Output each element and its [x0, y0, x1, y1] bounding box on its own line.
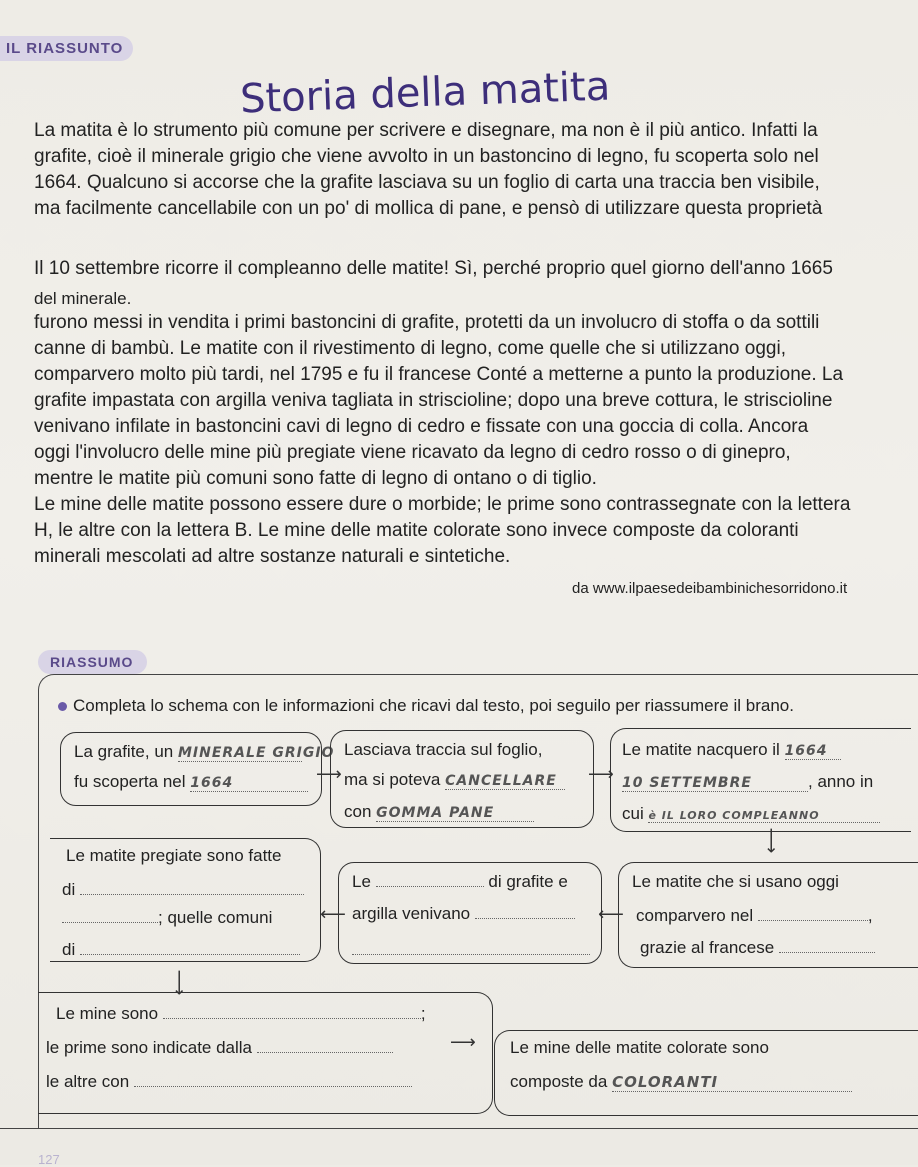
text-line: canne di bambù. Le matite con il rivestimento di legno, come quelle che si utilizzano oggi, [34, 338, 786, 359]
label: grazie al francese [640, 938, 775, 957]
arrow-down-icon: ⟶ [761, 827, 782, 854]
box2-line2 [344, 770, 565, 790]
label: argilla venivano [352, 904, 471, 923]
label: La grafite, un [74, 742, 174, 761]
box5-line1 [352, 872, 568, 892]
box2-line3 [344, 802, 534, 822]
box4-line2 [62, 880, 304, 900]
box2-line1: Lasciava traccia sul foglio, [344, 740, 543, 759]
box5-line3 [352, 940, 590, 960]
answer-field[interactable]: 1664 [785, 743, 841, 760]
label: le prime sono indicate dalla [46, 1038, 253, 1057]
box6-line2 [636, 906, 873, 926]
box7-line2 [46, 1038, 393, 1058]
text-line: grafite impastata con argilla veniva tagliata in striscioline; dopo una breve cottura, le striscioline [34, 390, 833, 411]
answer-field[interactable]: MINERALE GRIGIO [177, 745, 335, 761]
text-line: La matita è lo strumento più comune per scrivere e disegnare, ma non è il più antico. Infatti la [34, 120, 818, 141]
label: Le [352, 872, 371, 891]
box1-line1 [74, 742, 335, 762]
box3-line3 [622, 804, 880, 824]
box6-line1: Le matite che si usano oggi [632, 872, 839, 891]
label: di [62, 940, 76, 959]
label: di grafite e [488, 872, 568, 891]
label: ma si poteva [344, 770, 441, 789]
label: di [62, 880, 76, 899]
text-line: oggi l'involucro delle mine più pregiate viene ricavato da legno di cedro rosso o di ginepro, [34, 442, 791, 463]
arrow-left-icon: ⟵ [598, 904, 624, 924]
answer-field[interactable]: è IL LORO COMPLEANNO [648, 809, 880, 823]
page-number: 127 [38, 1152, 60, 1167]
box3-line2 [622, 772, 873, 792]
source-credit: da www.ilpaesedeibambinichesorridono.it [572, 580, 848, 597]
text-line: comparvero molto più tardi, nel 1795 e fu il francese Conté a metterne a punto la produzione. La [34, 364, 844, 385]
label: composte da [510, 1072, 608, 1091]
section-tag: IL RIASSUNTO [0, 36, 133, 61]
answer-field[interactable] [80, 954, 300, 955]
label: le altre con [46, 1072, 130, 1091]
text-line: minerali mescolati ad altre sostanze naturali e sintetiche. [34, 546, 511, 567]
instruction-text: Completa lo schema con le informazioni che ricavi dal testo, poi seguilo per riassumere il brano. [73, 696, 794, 715]
answer-field[interactable]: 1664 [190, 775, 308, 792]
text-line: H, le altre con la lettera B. Le mine delle matite colorate sono invece composte da coloranti [34, 520, 799, 541]
box4-line1: Le matite pregiate sono fatte [66, 846, 282, 865]
arrow-right-icon: ⟶ [588, 764, 614, 784]
label: con [344, 802, 372, 821]
label: comparvero nel [636, 906, 754, 925]
arrow-left-icon: ⟵ [320, 904, 346, 924]
label: , anno in [808, 772, 874, 791]
answer-field[interactable] [62, 922, 158, 923]
label: , [867, 906, 873, 925]
answer-field[interactable]: CANCELLARE [445, 773, 565, 790]
box4-line4 [62, 940, 300, 960]
box7-line3 [46, 1072, 412, 1092]
answer-field[interactable] [80, 894, 304, 895]
page-divider [0, 1128, 918, 1129]
answer-field[interactable] [376, 886, 484, 887]
answer-field[interactable] [758, 920, 868, 921]
text-line: venivano infilate in bastoncini cavi di legno di cedro e fissate con una goccia di colla. Ancora [34, 416, 809, 437]
bullet-icon [58, 702, 67, 711]
label: Le mine sono [56, 1004, 159, 1023]
answer-field[interactable]: COLORANTI [612, 1073, 852, 1092]
text-line: Le mine delle matite possono essere dure o morbide; le prime sono contrassegnate con la lettera [34, 494, 851, 515]
page-title: Storia della matita [239, 63, 611, 123]
answer-field[interactable] [352, 954, 590, 955]
text-line: furono messi in vendita i primi bastoncini di grafite, protetti da un involucro di stoffa o da sottili [34, 312, 820, 333]
text-line: mentre le matite più comuni sono fatte di legno di ontano o di tiglio. [34, 468, 597, 489]
label: ; [420, 1004, 426, 1023]
answer-field[interactable]: 10 SETTEMBRE [622, 775, 808, 792]
label: Le matite nacquero il [622, 740, 780, 759]
box3-line1 [622, 740, 841, 760]
label: cui [622, 804, 644, 823]
box4-line3 [62, 908, 272, 928]
exercise-tag: RIASSUMO [38, 650, 147, 674]
arrow-right-icon: ⟶ [316, 764, 342, 784]
text-line: 1664. Qualcuno si accorse che la grafite lasciava su un foglio di carta una traccia ben visibile, [34, 172, 820, 193]
label: ; quelle comuni [158, 908, 273, 927]
arrow-right-icon: ⟶ [450, 1032, 476, 1052]
label: fu scoperta nel [74, 772, 186, 791]
box8-line2 [510, 1072, 852, 1092]
box6-line3 [640, 938, 875, 958]
text-line: del minerale. [34, 289, 132, 308]
box5-line2 [352, 904, 575, 924]
answer-field[interactable] [134, 1086, 412, 1087]
arrow-down-icon: ⟶ [169, 969, 190, 996]
text-line: grafite, cioè il minerale grigio che viene avvolto in un bastoncino di legno, fu scoperta solo nel [34, 146, 819, 167]
answer-field[interactable] [475, 918, 575, 919]
box8-line1: Le mine delle matite colorate sono [510, 1038, 769, 1057]
exercise-instruction [58, 696, 794, 716]
text-line: Il 10 settembre ricorre il compleanno delle matite! Sì, perché proprio quel giorno dell'anno 1665 [34, 258, 833, 279]
answer-field[interactable]: GOMMA PANE [376, 805, 534, 822]
box7-line1 [56, 1004, 426, 1024]
answer-field[interactable] [257, 1052, 393, 1053]
answer-field[interactable] [163, 1018, 421, 1019]
text-line: ma facilmente cancellabile con un po' di mollica di pane, e pensò di utilizzare questa proprietà [34, 198, 823, 219]
box1-line2 [74, 772, 308, 792]
answer-field[interactable] [779, 952, 875, 953]
